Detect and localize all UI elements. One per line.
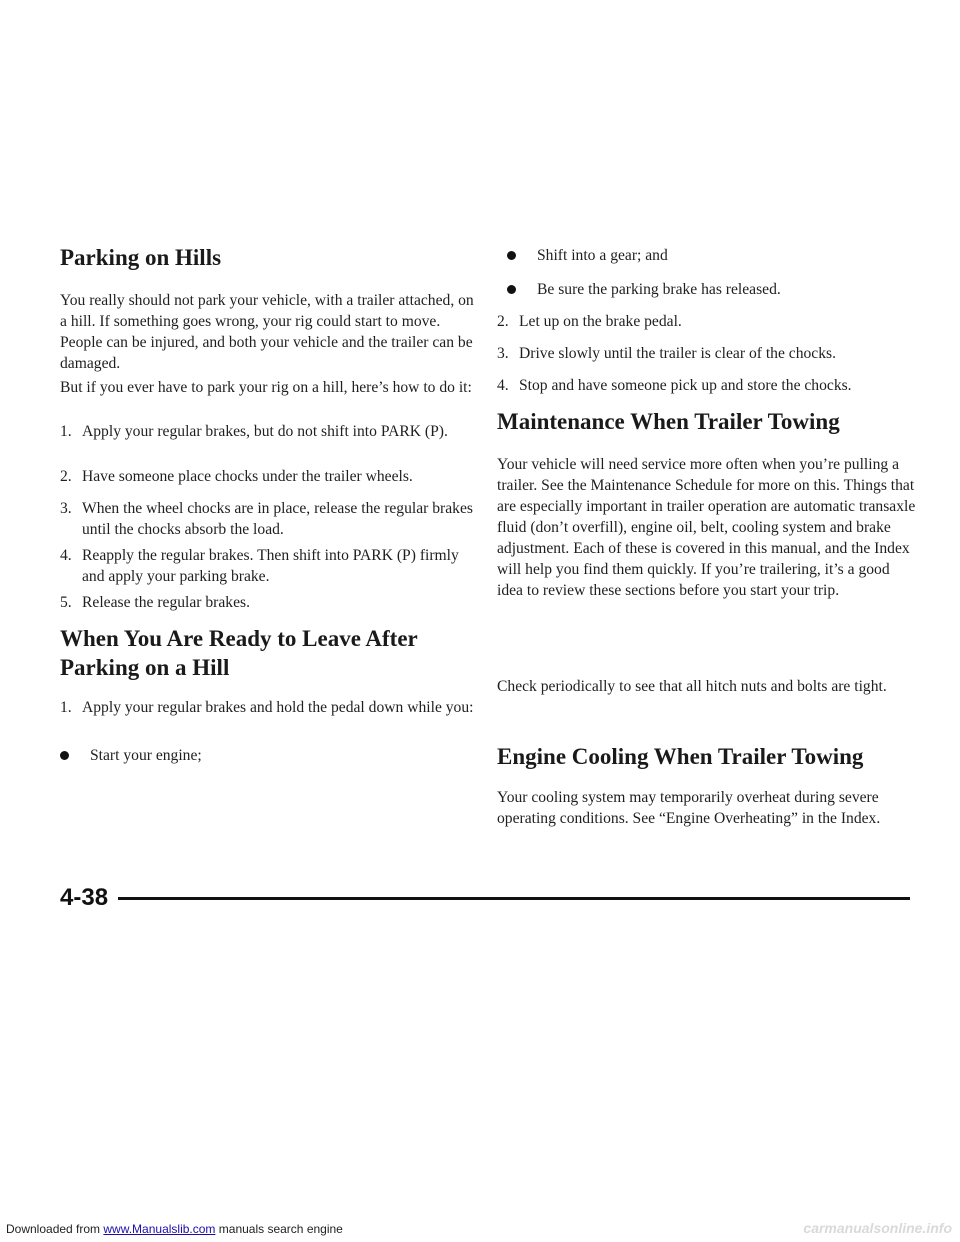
bullet-text: Be sure the parking brake has released. <box>537 281 781 298</box>
bullet-icon <box>507 251 516 260</box>
list-item <box>60 421 480 442</box>
bullet-icon <box>60 751 69 760</box>
bullet-item <box>507 245 907 266</box>
list-item <box>497 343 917 364</box>
section-heading-leave-line-1: When You Are Ready to Leave After <box>60 626 418 651</box>
list-item <box>60 697 480 718</box>
step-number: 2. <box>60 468 72 485</box>
step-text: Apply your regular brakes, but do not shift into PARK (P). <box>82 423 448 440</box>
manualslib-link[interactable]: www.Manualslib.com <box>103 1222 216 1236</box>
step-number: 1. <box>60 699 72 716</box>
step-number: 4. <box>497 377 509 394</box>
list-item <box>497 375 917 396</box>
download-watermark <box>6 1221 343 1237</box>
watermark-prefix: Downloaded from <box>6 1222 104 1236</box>
bullet-item <box>507 279 907 300</box>
step-text: Let up on the brake pedal. <box>519 313 682 330</box>
watermark-suffix: manuals search engine <box>215 1222 343 1236</box>
parking-paragraph-1: You really should not park your vehicle, with a trailer attached, on a hill. If something goes wrong, your rig could start to move. People can be injured, and both your vehicle and the trailer can be damaged. <box>60 292 474 372</box>
step-number: 3. <box>497 345 509 362</box>
section-heading-maintenance: Maintenance When Trailer Towing <box>497 409 840 434</box>
section-heading-leave-line-2: Parking on a Hill <box>60 655 230 680</box>
step-text: Reapply the regular brakes. Then shift into PARK (P) firmly and apply your parking brake. <box>82 547 459 585</box>
section-heading-parking-on-hills: Parking on Hills <box>60 245 222 270</box>
bullet-text: Start your engine; <box>90 747 202 764</box>
list-item <box>60 466 480 487</box>
page-number: 4-38 <box>60 884 109 911</box>
bullet-text: Shift into a gear; and <box>537 247 668 264</box>
step-text: When the wheel chocks are in place, release the regular brakes until the chocks absorb the load. <box>82 500 473 538</box>
step-text: Drive slowly until the trailer is clear of the chocks. <box>519 345 836 362</box>
parking-paragraph-2: But if you ever have to park your rig on a hill, here’s how to do it: <box>60 379 472 396</box>
step-number: 1. <box>60 423 72 440</box>
step-number: 3. <box>60 500 72 517</box>
step-text: Release the regular brakes. <box>82 594 250 611</box>
list-item <box>497 311 917 332</box>
list-item <box>60 592 480 613</box>
step-number: 2. <box>497 313 509 330</box>
cooling-paragraph-1: Your cooling system may temporarily overheat during severe operating conditions. See “Engine Overheating” in the Index. <box>497 789 881 827</box>
step-text: Apply your regular brakes and hold the pedal down while you: <box>82 699 474 716</box>
footer-rule <box>118 897 910 900</box>
section-heading-engine-cooling: Engine Cooling When Trailer Towing <box>497 744 864 769</box>
step-text: Have someone place chocks under the trailer wheels. <box>82 468 413 485</box>
brand-watermark: carmanualsonline.info <box>803 1220 952 1236</box>
maintenance-paragraph-1: Your vehicle will need service more often when you’re pulling a trailer. See the Maintenance Schedule for more on this. Things that are especially important in trailer operation are automatic transaxle fluid (don’t overfill), engine oil, belt, cooling system and brake adjustment. Each of these is covered in this manual, and the Index will help you find them quickly. If you’re trailering, it’s a good idea to review these sections before you start your trip. <box>497 456 916 599</box>
step-text: Stop and have someone pick up and store the chocks. <box>519 377 852 394</box>
bullet-item <box>60 745 460 766</box>
step-number: 5. <box>60 594 72 611</box>
list-item <box>60 545 480 587</box>
list-item <box>60 498 480 540</box>
step-number: 4. <box>60 547 72 564</box>
maintenance-paragraph-2: Check periodically to see that all hitch nuts and bolts are tight. <box>497 678 887 695</box>
bullet-icon <box>507 285 516 294</box>
